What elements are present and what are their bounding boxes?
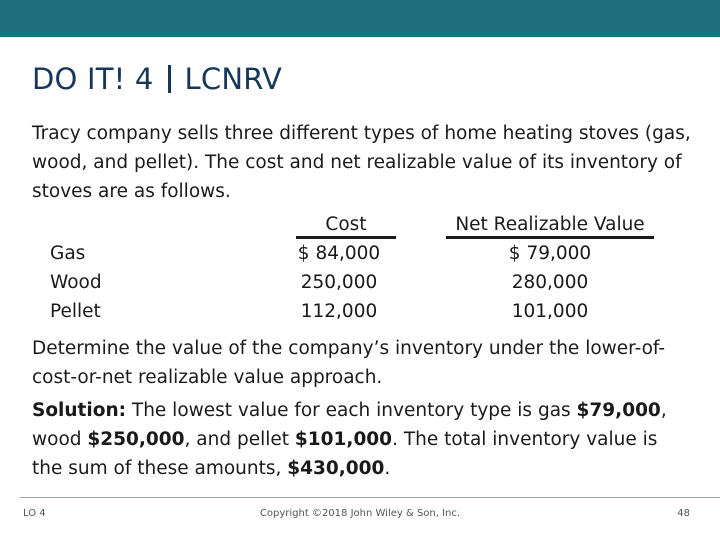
solution-text: , wood: [32, 400, 667, 450]
table-row: [0, 239, 720, 268]
row-nrv: $ 79,000: [508, 243, 592, 264]
slide-title-main: DO IT! 4: [32, 62, 154, 96]
learning-objective: LO 4: [23, 508, 46, 519]
row-nrv: 280,000: [511, 272, 589, 293]
slide-title-topic: LCNRV: [184, 62, 283, 96]
top-banner: [0, 0, 720, 37]
title-separator: [168, 65, 171, 93]
solution-text: , and pellet: [184, 429, 295, 450]
table-header-row: [0, 210, 720, 239]
row-label: Gas: [50, 243, 86, 264]
row-cost: $ 84,000: [297, 243, 381, 264]
footer-divider: [20, 497, 720, 498]
header-nrv: Net Realizable Value: [455, 214, 645, 235]
table-row: [0, 268, 720, 297]
solution-value: $101,000: [294, 429, 393, 450]
solution-text: .: [384, 458, 391, 479]
row-label: Pellet: [50, 301, 101, 322]
copyright-notice: Copyright ©2018 John Wiley & Son, Inc.: [259, 508, 461, 519]
solution-value: $250,000: [87, 429, 185, 450]
row-nrv: 101,000: [511, 301, 589, 322]
solution-value: $79,000: [576, 400, 661, 421]
table-row: [0, 297, 720, 326]
page-number: 48: [677, 508, 690, 519]
solution-total: $430,000: [287, 458, 385, 479]
question-paragraph: Determine the value of the company’s inventory under the lower-of-cost-or-net realizable value approach.: [32, 338, 666, 388]
row-cost: 250,000: [300, 272, 378, 293]
solution-text: The lowest value for each inventory type is gas: [126, 400, 577, 421]
solution-text: . The total inventory value is the sum of these amounts,: [32, 429, 658, 479]
solution-paragraph: [32, 396, 692, 483]
solution-label: Solution:: [32, 400, 127, 421]
intro-paragraph: Tracy company sells three different types of home heating stoves (gas, wood, and pellet). The cost and net realizable value of its inventory of stoves are as follows.: [32, 123, 691, 202]
row-label: Wood: [50, 272, 102, 293]
row-cost: 112,000: [300, 301, 378, 322]
slide-title: [32, 62, 282, 96]
header-cost: Cost: [325, 214, 367, 235]
